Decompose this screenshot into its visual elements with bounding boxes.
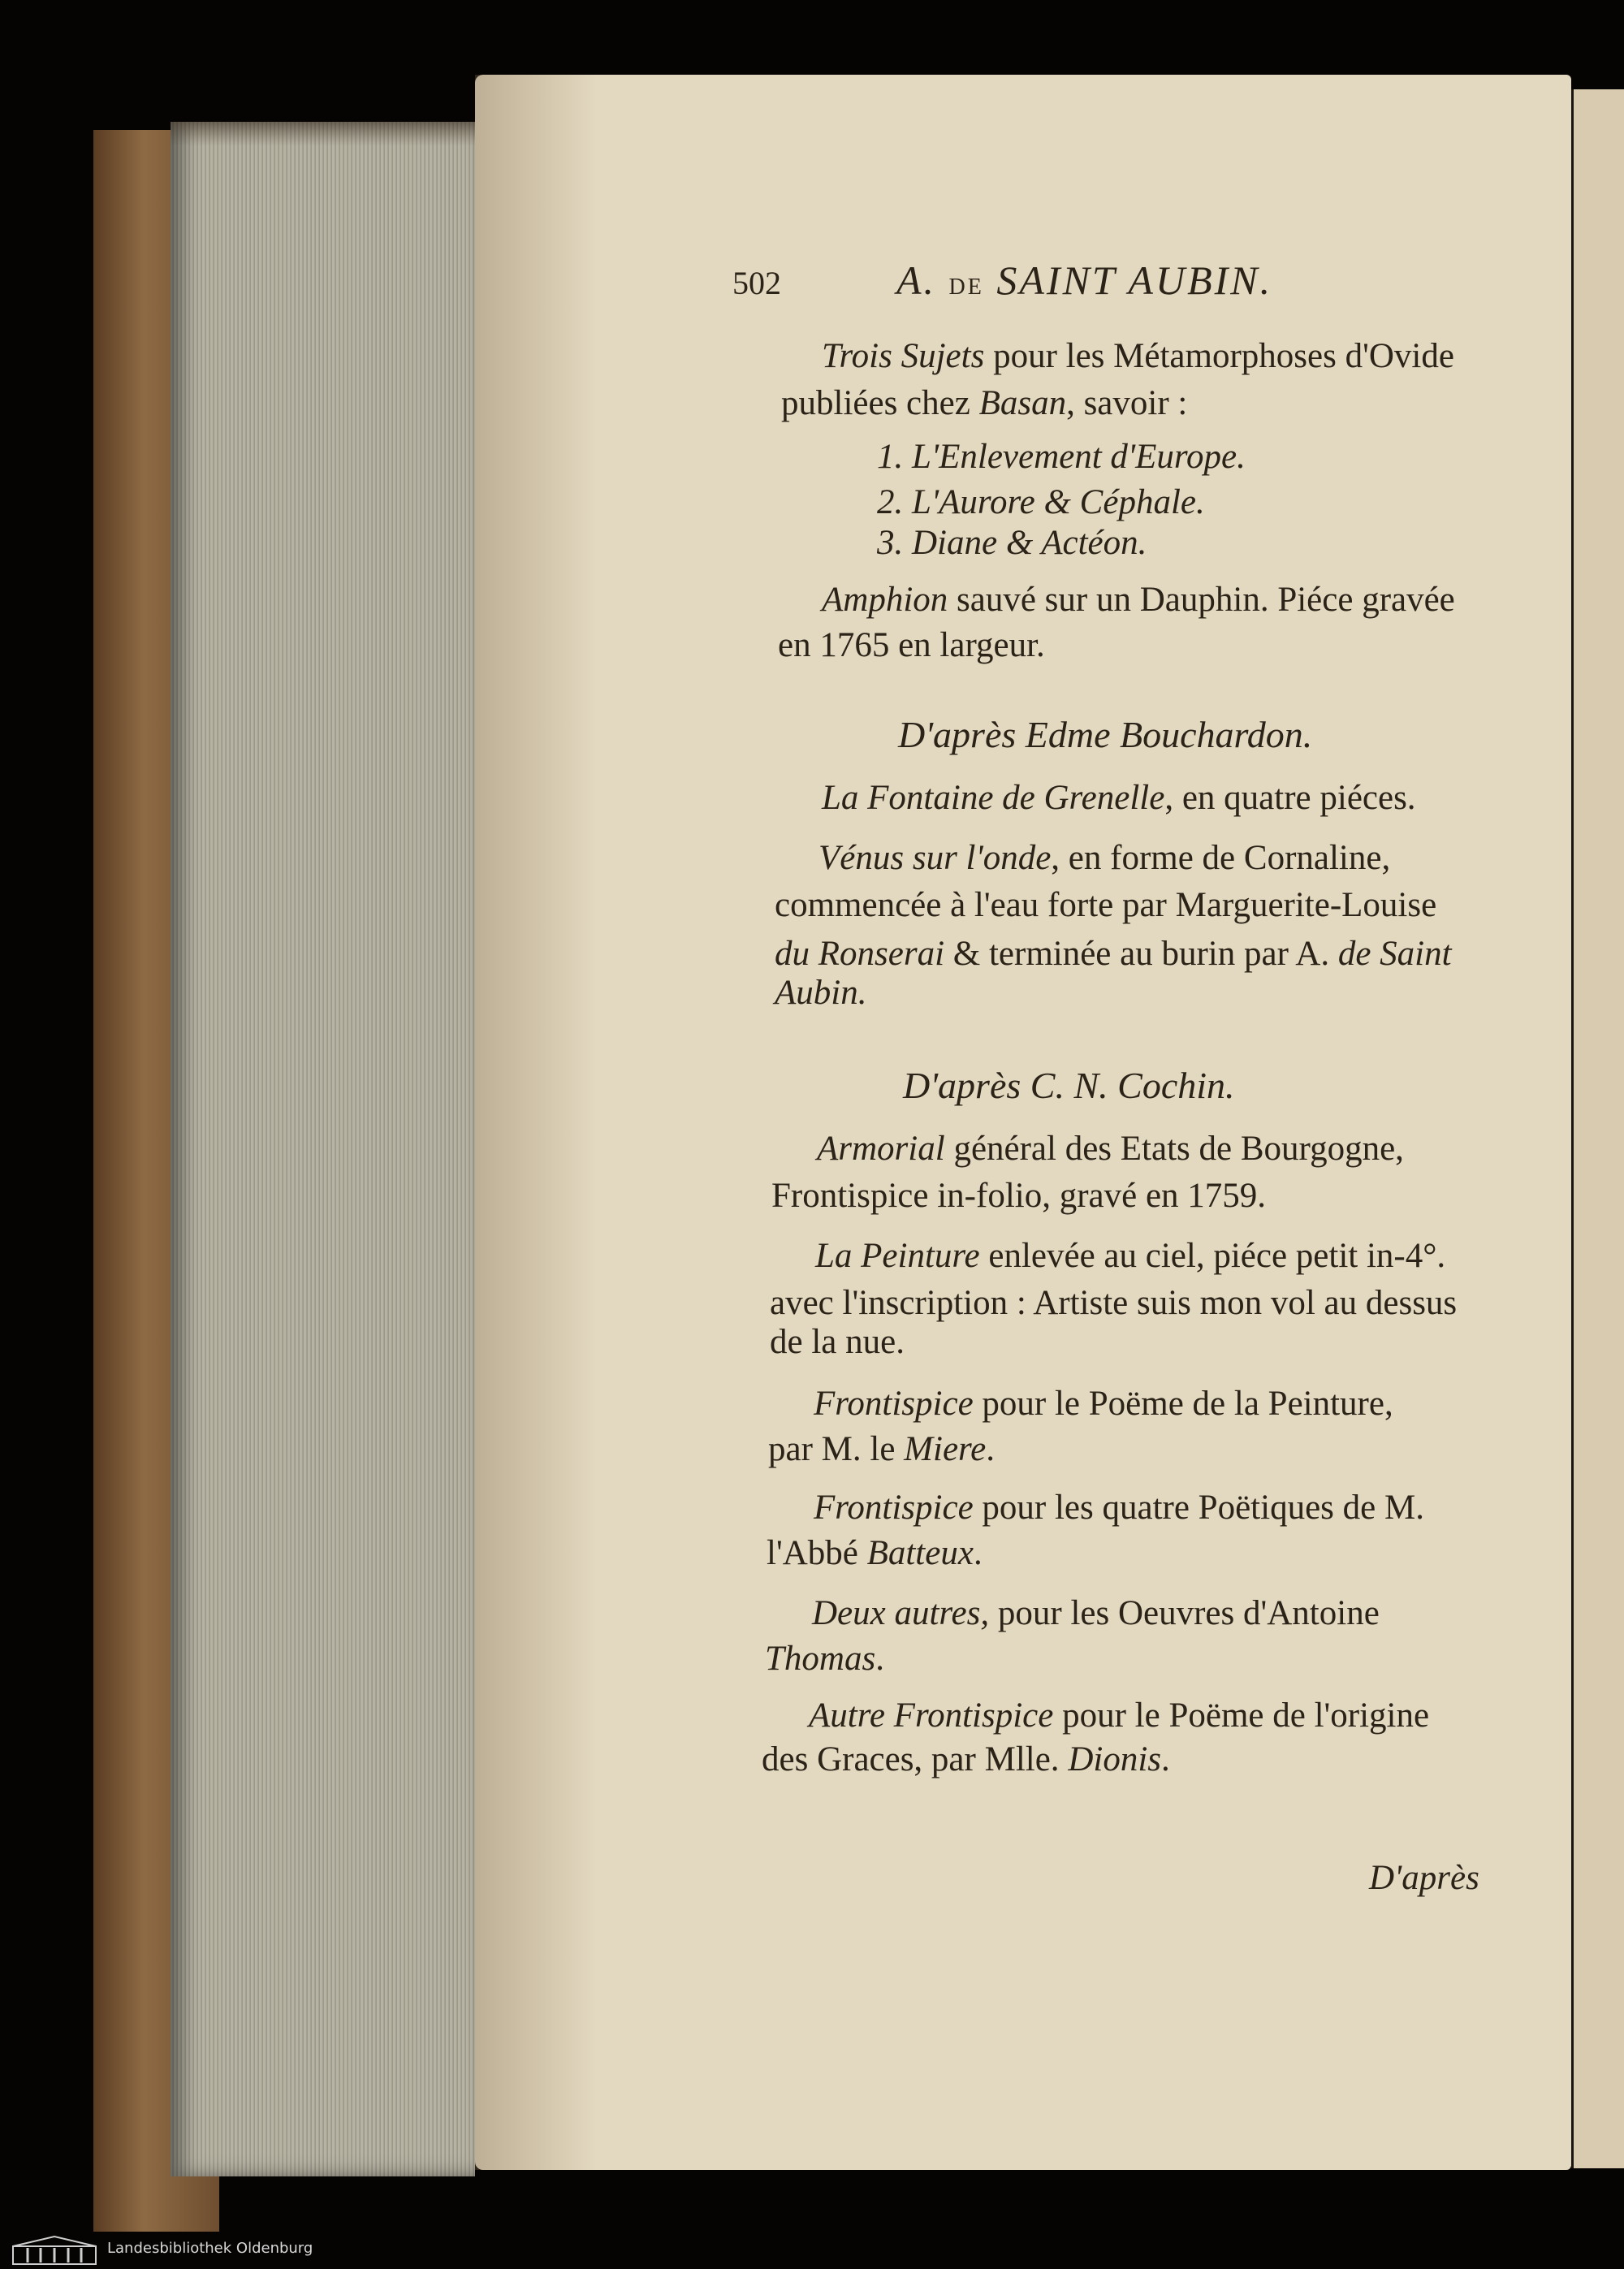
entry-italic: Aubin. [775, 974, 867, 1012]
entry-text: pour les Métamorphoses d'Ovide [984, 337, 1454, 375]
running-head-name: SAINT AUBIN. [996, 257, 1273, 303]
entry-text: pour le Poëme de la Peinture, [973, 1385, 1393, 1423]
entry-line [812, 1592, 1380, 1636]
entry-text: général des Etats de Bourgogne, [944, 1130, 1404, 1168]
entry-line [822, 335, 1454, 378]
entry-title: Vénus sur l'onde [818, 839, 1052, 877]
list-item [877, 481, 1205, 525]
entry-title: Autre Frontispice [809, 1696, 1054, 1735]
page-number: 502 [732, 265, 781, 301]
running-head [896, 258, 1272, 305]
entry-line [822, 578, 1455, 622]
entry-line [775, 932, 1452, 976]
running-head-initial: A. [896, 257, 937, 303]
catchword-text: D'après [1369, 1859, 1479, 1897]
gutter-shadow [475, 75, 597, 2170]
entry-text: de la nue. [770, 1323, 905, 1361]
section-heading [898, 713, 1312, 757]
entry-line [822, 776, 1416, 820]
entry-title: Armorial [817, 1130, 945, 1168]
entry-text: , en forme de Cornaline, [1051, 839, 1391, 877]
entry-line [781, 382, 1187, 426]
entry-text: avec l'inscription : Artiste suis mon vol au dessus [770, 1284, 1458, 1322]
list-item [877, 521, 1147, 565]
entry-line [765, 1637, 884, 1681]
entry-text: . [875, 1640, 884, 1678]
entry-text: par M. le [768, 1430, 905, 1468]
entry-text: , en quatre piéces. [1164, 779, 1416, 817]
list-item-text: 2. L'Aurore & Céphale. [877, 483, 1205, 521]
entry-title: Frontispice [814, 1385, 974, 1423]
entry-line [767, 1532, 983, 1575]
page-stack-shadow [171, 122, 475, 146]
entry-line [814, 1382, 1393, 1426]
entry-title: Amphion [822, 581, 948, 619]
entry-title: Frontispice [814, 1489, 974, 1527]
entry-italic: Batteux [866, 1534, 974, 1572]
section-heading-text: D'après Edme Bouchardon. [898, 714, 1313, 755]
entry-italic: Basan [978, 384, 1067, 422]
entry-line [775, 971, 866, 1015]
entry-line [818, 836, 1390, 880]
entry-text: . [986, 1430, 995, 1468]
entry-text: sauvé sur un Dauphin. Piéce gravée [948, 581, 1455, 619]
library-label: Landesbibliothek Oldenburg [107, 2240, 313, 2257]
running-head-de: de [948, 265, 984, 301]
entry-line [809, 1694, 1429, 1738]
entry-title: Deux autres, [812, 1594, 990, 1632]
entry-text: en 1765 en largeur. [778, 626, 1045, 664]
entry-line [814, 1486, 1424, 1530]
entry-text: , savoir : [1066, 384, 1188, 422]
entry-text: commencée à l'eau forte par Marguerite-Louise [775, 886, 1437, 924]
list-item-text: 3. Diane & Actéon. [877, 524, 1147, 562]
entry-title: La Peinture [815, 1237, 980, 1275]
entry-text: Frontispice in-folio, gravé en 1759. [771, 1177, 1267, 1215]
entry-line [770, 1320, 905, 1364]
list-item [877, 435, 1246, 479]
entry-line [771, 1174, 1266, 1218]
entry-line [815, 1234, 1445, 1278]
library-building-icon [11, 2235, 97, 2266]
entry-italic: Miere [904, 1430, 987, 1468]
entry-italic: de Saint [1337, 935, 1452, 973]
entry-text: enlevée au ciel, piéce petit in-4°. [979, 1237, 1446, 1275]
section-heading [903, 1064, 1235, 1108]
entry-text: . [1161, 1740, 1170, 1778]
entry-line [817, 1127, 1404, 1171]
entry-italic: du Ronserai [775, 935, 945, 973]
page-stack-edges [171, 122, 475, 2176]
entry-text: l'Abbé [767, 1534, 867, 1572]
entry-title: Trois Sujets [822, 337, 985, 375]
list-item-text: 1. L'Enlevement d'Europe. [877, 438, 1246, 476]
entry-text: . [973, 1534, 983, 1572]
entry-italic: Dionis [1068, 1740, 1161, 1778]
entry-text: pour les Oeuvres d'Antoine [989, 1594, 1380, 1632]
entry-line [762, 1738, 1170, 1782]
entry-text: des Graces, par Mlle. [762, 1740, 1069, 1778]
entry-line [770, 1281, 1457, 1325]
entry-text: publiées chez [781, 384, 979, 422]
entry-line [768, 1428, 995, 1472]
entry-text: pour les quatre Poëtiques de M. [973, 1489, 1424, 1527]
entry-text: & terminée au burin par A. [944, 935, 1338, 973]
entry-title: La Fontaine de Grenelle [822, 779, 1165, 817]
entry-text: pour le Poëme de l'origine [1053, 1696, 1430, 1735]
facing-page-edge [1571, 89, 1624, 2168]
catchword [1369, 1856, 1479, 1900]
entry-line [778, 624, 1045, 668]
entry-line [775, 884, 1436, 927]
section-heading-text: D'après C. N. Cochin. [903, 1065, 1235, 1106]
entry-italic: Thomas [765, 1640, 876, 1678]
